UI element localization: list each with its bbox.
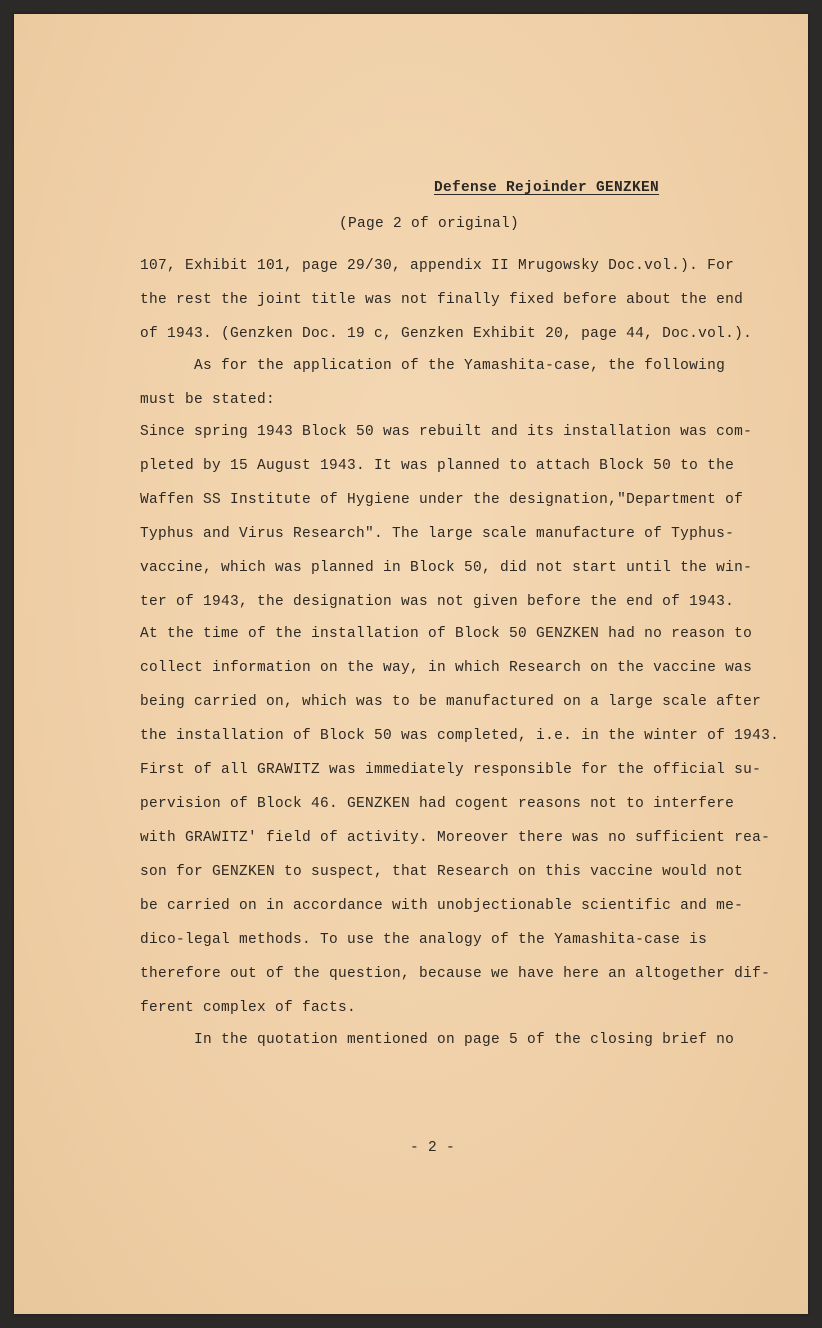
body-line: 107, Exhibit 101, page 29/30, appendix II Mrugowsky Doc.vol.). For	[140, 258, 735, 274]
body-line: the installation of Block 50 was completed, i.e. in the winter of 1943.	[140, 728, 780, 744]
body-line: Typhus and Virus Research". The large scale manufacture of Typhus-	[140, 526, 735, 542]
body-line: pervision of Block 46. GENZKEN had cogent reasons not to interfere	[140, 796, 735, 812]
body-line: ter of 1943, the designation was not given before the end of 1943.	[140, 594, 735, 610]
body-line: therefore out of the question, because we have here an altogether dif-	[140, 966, 771, 982]
body-line: dico-legal methods. To use the analogy of the Yamashita-case is	[140, 932, 708, 948]
body-line: First of all GRAWITZ was immediately responsible for the official su-	[140, 762, 762, 778]
body-line: of 1943. (Genzken Doc. 19 c, Genzken Exhibit 20, page 44, Doc.vol.).	[140, 326, 753, 342]
document-subtitle: (Page 2 of original)	[339, 216, 520, 232]
body-line: pleted by 15 August 1943. It was planned to attach Block 50 to the	[140, 458, 735, 474]
document-page	[14, 14, 808, 1314]
body-line: Since spring 1943 Block 50 was rebuilt and its installation was com-	[140, 424, 753, 440]
body-line: vaccine, which was planned in Block 50, did not start until the win-	[140, 560, 753, 576]
body-line: In the quotation mentioned on page 5 of the closing brief no	[140, 1032, 735, 1048]
body-line: must be stated:	[140, 392, 276, 408]
body-line: be carried on in accordance with unobjectionable scientific and me-	[140, 898, 744, 914]
body-line: with GRAWITZ' field of activity. Moreover there was no sufficient rea-	[140, 830, 771, 846]
body-line: being carried on, which was to be manufactured on a large scale after	[140, 694, 762, 710]
body-line: the rest the joint title was not finally fixed before about the end	[140, 292, 744, 308]
document-title: Defense Rejoinder GENZKEN	[434, 180, 660, 196]
body-line: collect information on the way, in which Research on the vaccine was	[140, 660, 753, 676]
body-line: son for GENZKEN to suspect, that Research on this vaccine would not	[140, 864, 744, 880]
body-line: ferent complex of facts.	[140, 1000, 357, 1016]
page-number: - 2 -	[410, 1140, 456, 1156]
body-line: At the time of the installation of Block 50 GENZKEN had no reason to	[140, 626, 753, 642]
body-line: As for the application of the Yamashita-case, the following	[140, 358, 726, 374]
body-line: Waffen SS Institute of Hygiene under the designation,"Department of	[140, 492, 744, 508]
